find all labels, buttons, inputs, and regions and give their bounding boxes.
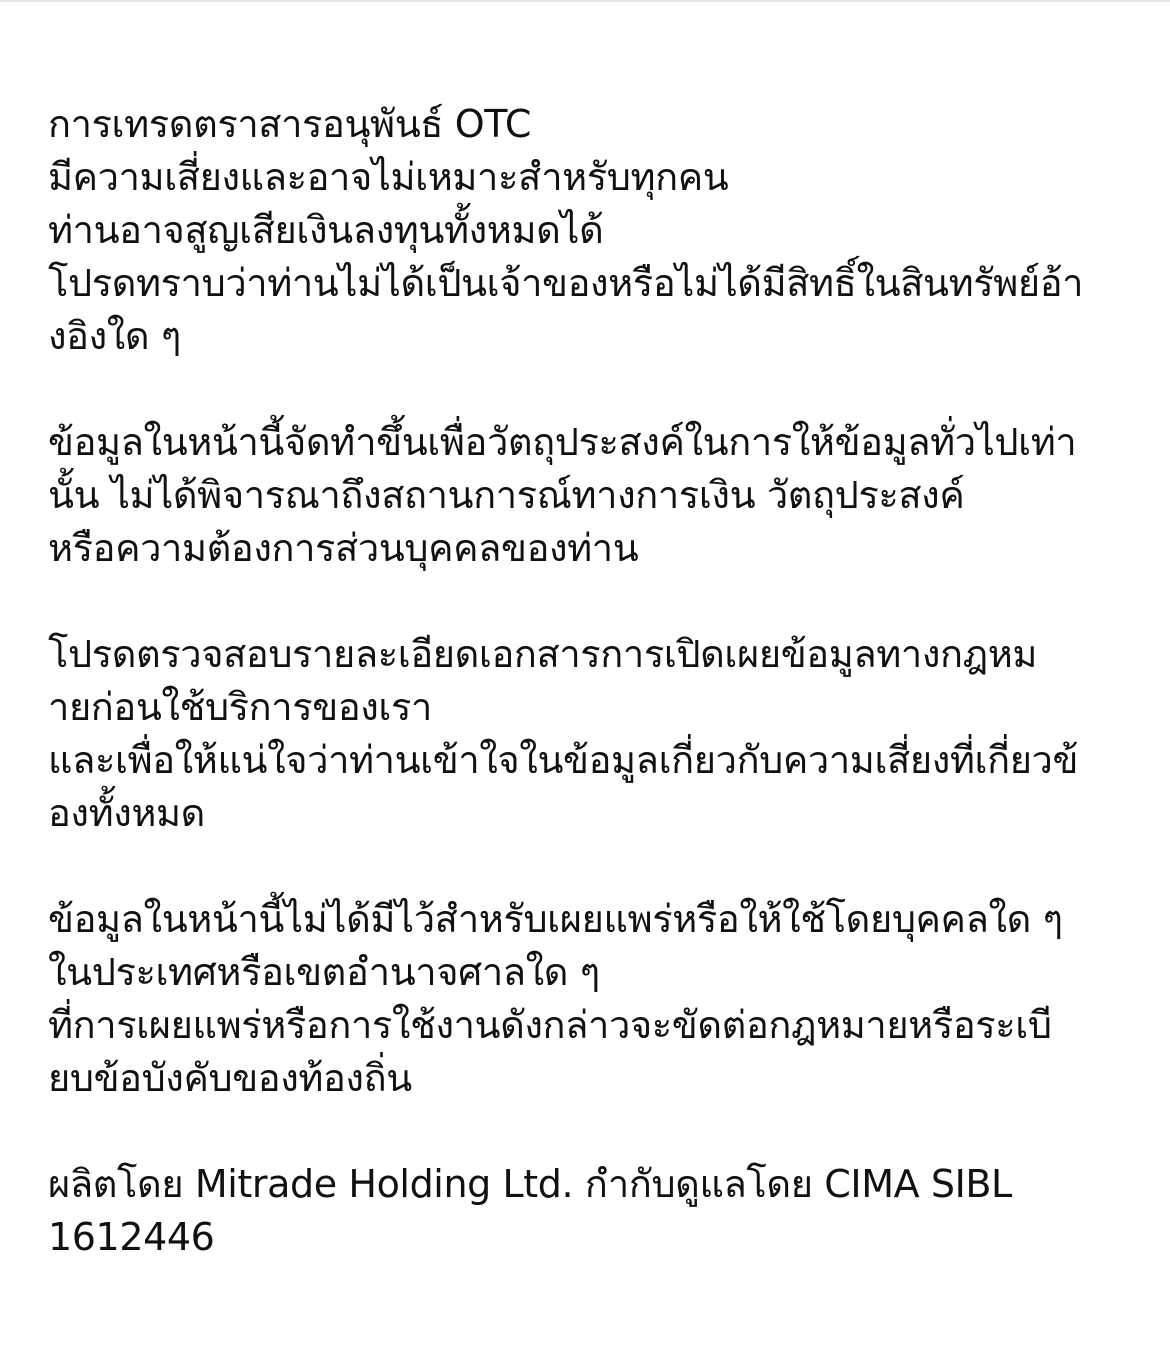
disclaimer-line: 1612446 [48, 1215, 215, 1259]
top-divider [0, 0, 1170, 2]
disclaimer-paragraph-otc-risk [48, 98, 1122, 363]
disclaimer-line: ข้อมูลในหน้านี้จัดทำขึ้นเพื่อวัตถุประสงค์ในการให้ข้อมูลทั่วไปเท่า [48, 420, 1077, 464]
disclaimer-paragraph-legal-docs [48, 628, 1122, 840]
disclaimer-line: ผลิตโดย Mitrade Holding Ltd. กำกับดูแลโดย CIMA SIBL [48, 1162, 1012, 1206]
risk-disclaimer [48, 98, 1122, 1317]
disclaimer-line: ที่การเผยแพร่หรือการใช้งานดังกล่าวจะขัดต่อกฎหมายหรือระเบี [48, 1003, 1052, 1047]
disclaimer-line: ายก่อนใช้บริการของเรา [48, 685, 432, 729]
disclaimer-line: ในประเทศหรือเขตอำนาจศาลใด ๆ [48, 950, 600, 994]
disclaimer-line: หรือความต้องการส่วนบุคคลของท่าน [48, 526, 639, 570]
disclaimer-line: โปรดทราบว่าท่านไม่ได้เป็นเจ้าของหรือไม่ได้มีสิทธิ์ในสินทรัพย์อ้า [48, 261, 1084, 305]
disclaimer-line: มีความเสี่ยงและอาจไม่เหมาะสำหรับทุกคน [48, 155, 729, 199]
disclaimer-paragraph-regulator [48, 1158, 1122, 1264]
disclaimer-line: ท่านอาจสูญเสียเงินลงทุนทั้งหมดได้ [48, 208, 604, 252]
disclaimer-line: โปรดตรวจสอบรายละเอียดเอกสารการเปิดเผยข้อมูลทางกฎหม [48, 632, 1038, 676]
disclaimer-line: และเพื่อให้แน่ใจว่าท่านเข้าใจในข้อมูลเกี่ยวกับความเสี่ยงที่เกี่ยวข้ [48, 738, 1079, 782]
disclaimer-line: ยบข้อบังคับของท้องถิ่น [48, 1056, 412, 1100]
disclaimer-line: ข้อมูลในหน้านี้ไม่ได้มีไว้สำหรับเผยแพร่หรือให้ใช้โดยบุคคลใด ๆ [48, 897, 1063, 941]
disclaimer-line: การเทรดตราสารอนุพันธ์ OTC [48, 102, 531, 146]
disclaimer-paragraph-general-info [48, 416, 1122, 575]
disclaimer-line: องทั้งหมด [48, 791, 205, 835]
disclaimer-paragraph-jurisdiction [48, 893, 1122, 1105]
disclaimer-line: งอิงใด ๆ [48, 314, 181, 358]
disclaimer-line: นั้น ไม่ได้พิจารณาถึงสถานการณ์ทางการเงิน วัตถุประสงค์ [48, 473, 965, 517]
